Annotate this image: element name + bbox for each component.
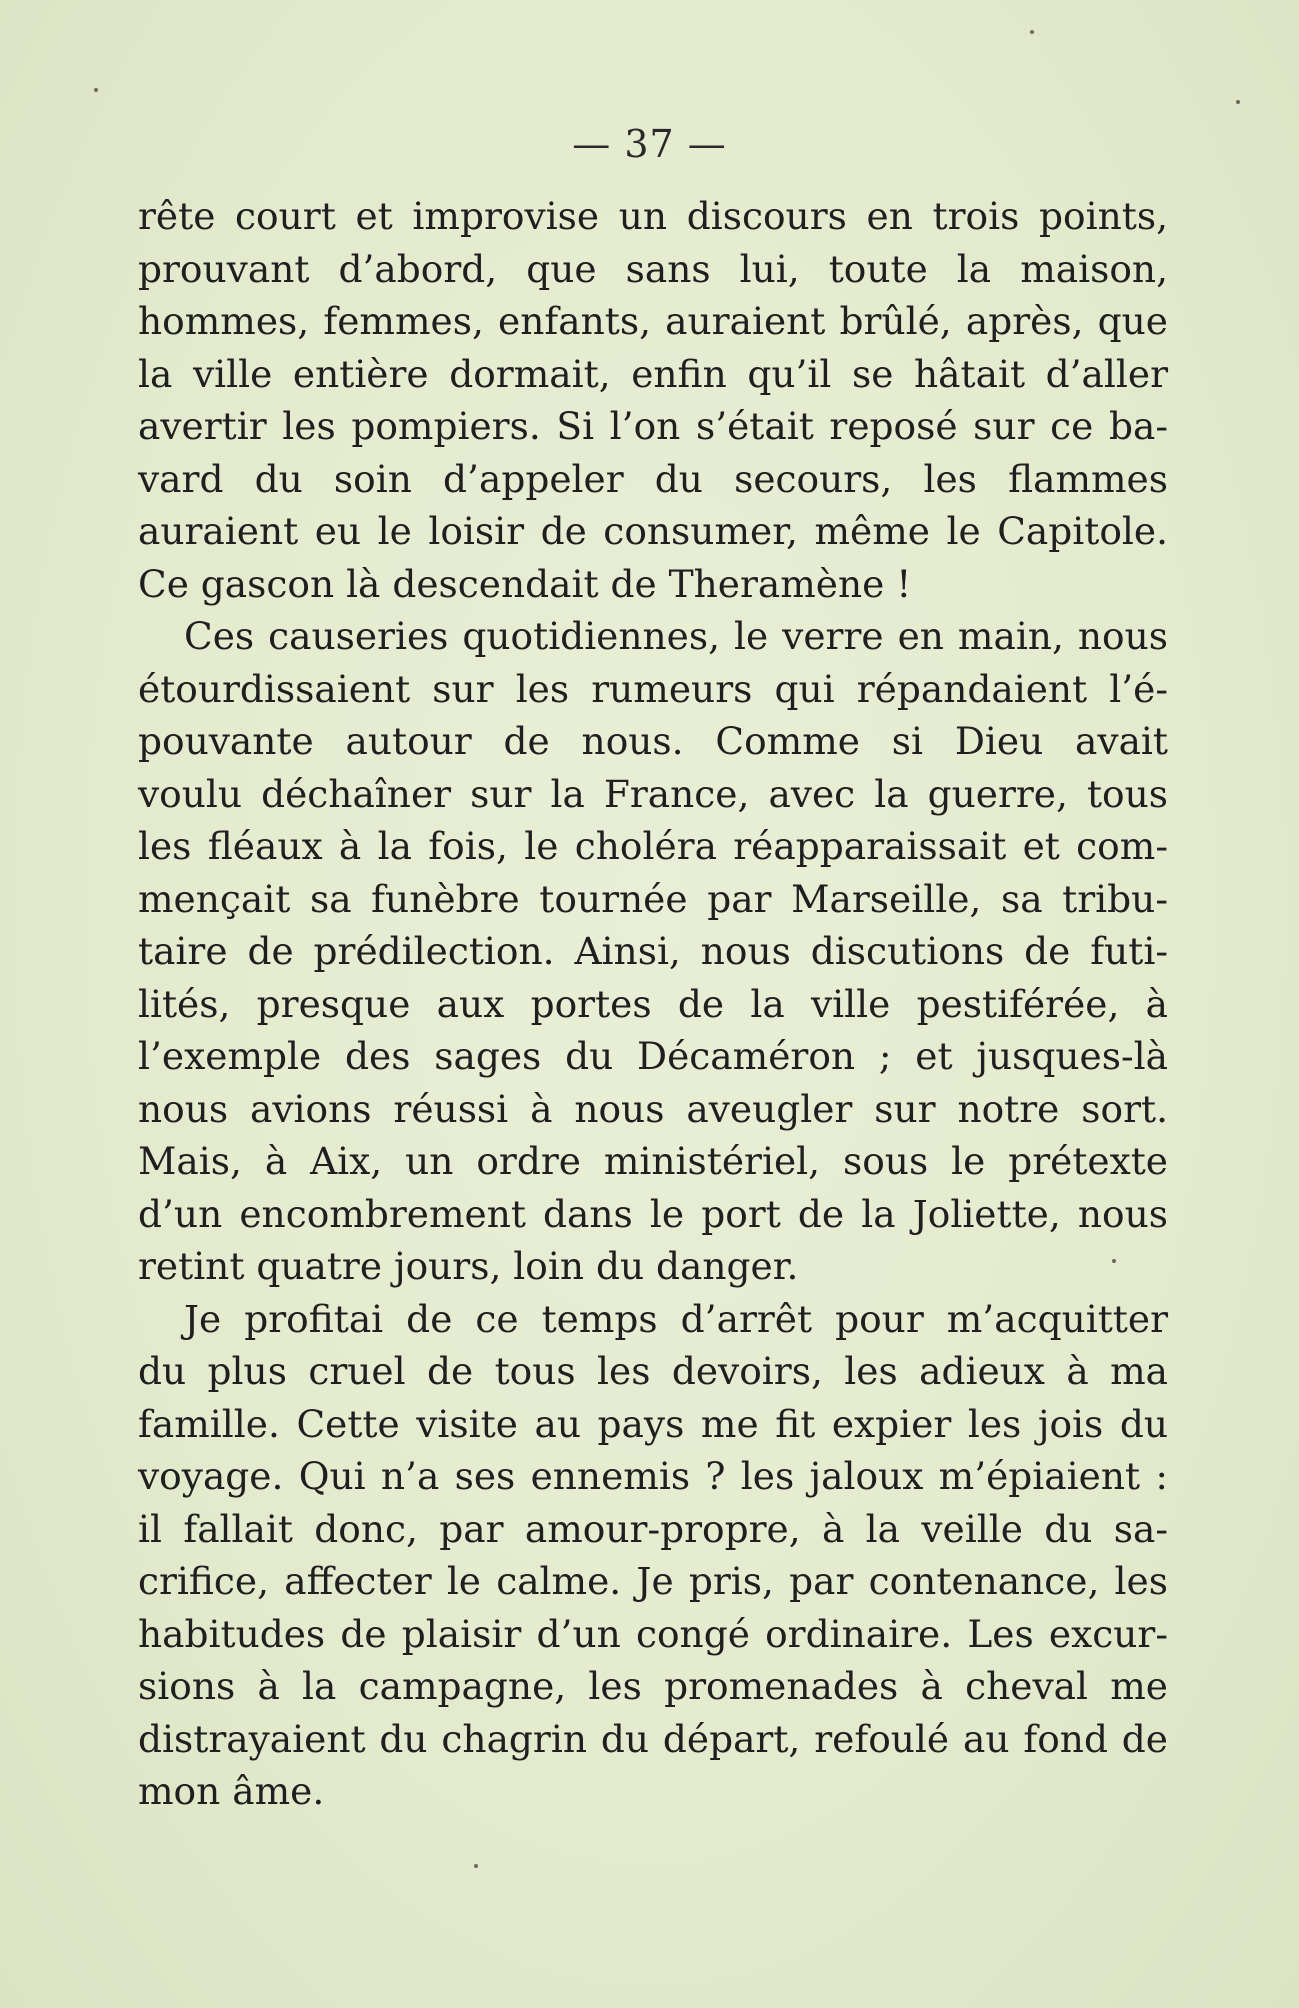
text-line: taire de prédilection. Ainsi, nous discutions de futi- [138, 929, 1168, 973]
text-line: voulu déchaîner sur la France, avec la guerre, tous [138, 771, 1168, 816]
text-line: crifice, affecter le calme. Je pris, par contenance, les [138, 1559, 1168, 1603]
page-number: — 37 — [572, 122, 727, 166]
text-line: sions à la campagne, les promenades à cheval me [138, 1664, 1168, 1708]
text-line: Mais, à Aix, un ordre ministériel, sous le prétexte [138, 1139, 1168, 1183]
text-line: étourdissaient sur les rumeurs qui répandaient l’é- [138, 666, 1168, 711]
text-line: vard du soin d’appeler du secours, les flammes [138, 456, 1168, 501]
text-line: les fléaux à la fois, le choléra réapparaissait et com- [138, 824, 1168, 868]
text-line: il fallait donc, par amour-propre, à la veille du sa- [138, 1506, 1168, 1551]
text-line: voyage. Qui n’a ses ennemis ? les jaloux m’épiaient : [138, 1454, 1168, 1498]
text-line: la ville entière dormait, enfin qu’il se hâtait d’aller [138, 351, 1168, 396]
text-line: hommes, femmes, enfants, auraient brûlé, après, que [138, 299, 1168, 343]
paper-speck [94, 88, 98, 92]
paper-speck [1030, 30, 1034, 34]
paragraph-end-line: mon âme. [138, 1769, 325, 1813]
text-line: distrayaient du chagrin du départ, refoulé au fond de [138, 1716, 1168, 1761]
text-line: habitudes de plaisir d’un congé ordinaire. Les excur- [138, 1611, 1168, 1656]
body-text [138, 190, 1168, 1818]
paragraph-end-line: Ce gascon là descendait de Theramène ! [138, 561, 912, 606]
text-line: nous avions réussi à nous aveugler sur notre sort. [138, 1086, 1168, 1131]
text-line: avertir les pompiers. Si l’on s’était reposé sur ce ba- [138, 404, 1168, 448]
text-line: d’un encombrement dans le port de la Joliette, nous [138, 1191, 1168, 1236]
text-line: du plus cruel de tous les devoirs, les adieux à ma [138, 1349, 1168, 1393]
text-line: mençait sa funèbre tournée par Marseille, sa tribu- [138, 876, 1168, 921]
paragraph-start-line: Ces causeries quotidiennes, le verre en main, nous [184, 614, 1168, 658]
paper-speck [474, 1864, 478, 1868]
text-line: lités, presque aux portes de la ville pestiférée, à [138, 981, 1168, 1026]
paper-speck [1236, 100, 1240, 104]
text-line: pouvante autour de nous. Comme si Dieu avait [138, 719, 1168, 763]
paper-speck [1112, 1259, 1116, 1263]
paragraph-start-line: Je profitai de ce temps d’arrêt pour m’acquitter [184, 1296, 1168, 1341]
text-line: rête court et improvise un discours en trois points, [138, 194, 1168, 238]
paragraph-end-line: retint quatre jours, loin du danger. [138, 1244, 799, 1288]
text-line: famille. Cette visite au pays me fit expier les jois du [138, 1401, 1168, 1446]
text-line: auraient eu le loisir de consumer, même le Capitole. [138, 509, 1168, 553]
text-line: prouvant d’abord, que sans lui, toute la maison, [138, 246, 1168, 291]
text-line: l’exemple des sages du Décaméron ; et jusques-là [138, 1034, 1168, 1078]
